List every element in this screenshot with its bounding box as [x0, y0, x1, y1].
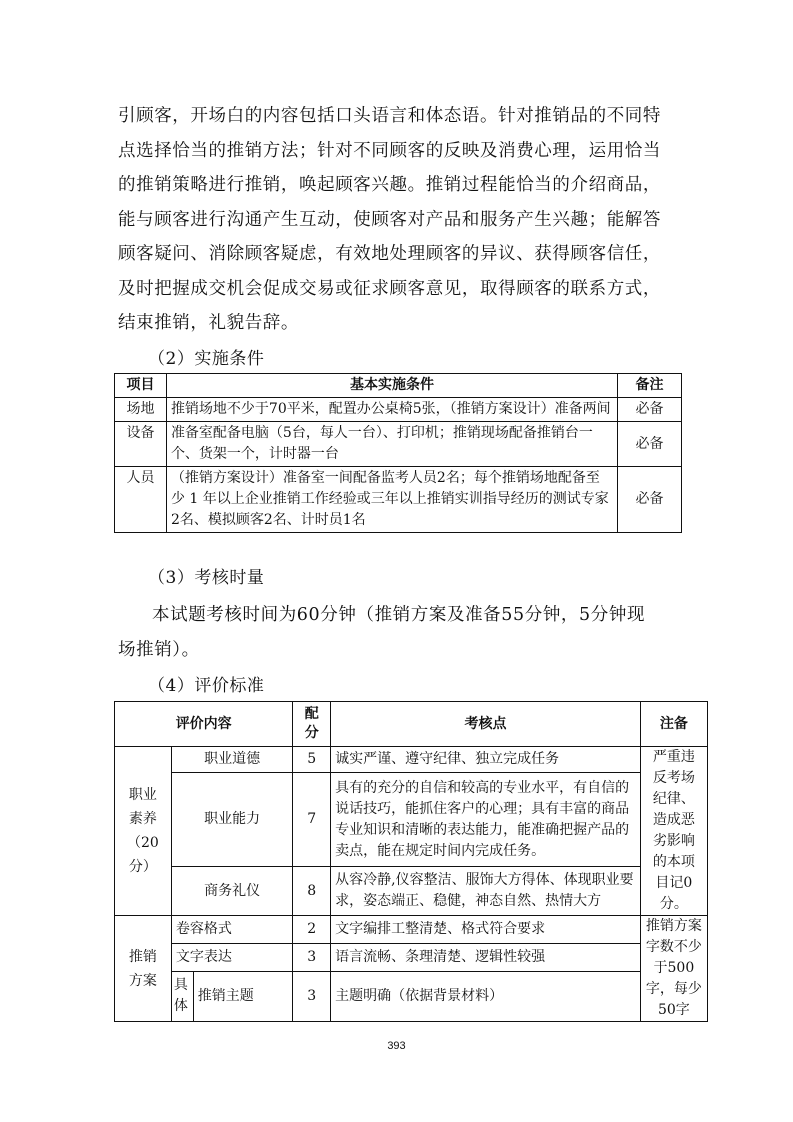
row-item: 设备: [115, 422, 167, 467]
table-row: [115, 916, 708, 944]
column-header: 考核点: [331, 702, 641, 747]
column-header: 项目: [115, 374, 167, 398]
table-header-row: [115, 374, 682, 398]
group-note: 推销方案字数不少于500字，每少50字: [640, 916, 707, 1022]
section-title-duration: （3）考核时量: [148, 568, 265, 588]
row-score: 2: [293, 916, 331, 944]
column-header: 基本实施条件: [166, 374, 617, 398]
page-number: 393: [387, 1040, 406, 1052]
table-row: [115, 773, 708, 867]
row-item: 场地: [115, 398, 167, 422]
row-score: 3: [293, 971, 331, 1021]
duration-line: 本试题考核时间为60分钟（推销方案及准备55分钟，5分钟现: [152, 605, 646, 625]
column-header: 评价内容: [115, 702, 293, 747]
intro-line: 的推销策略进行推销，唤起顾客兴趣。推销过程能恰当的介绍商品，: [118, 175, 661, 195]
group-label: 推销方案: [115, 916, 172, 1022]
group-note: 严重违反考场纪律、造成恶劣影响的本项目记0分。: [640, 747, 707, 916]
intro-line: 点选择恰当的推销方法；针对不同顾客的反映及消费心理，运用恰当: [118, 140, 661, 161]
row-name: 职业能力: [171, 773, 293, 867]
table-row: [115, 747, 708, 773]
row-name: 文字表达: [171, 943, 293, 971]
group-label: 职业素养（20分）: [115, 747, 172, 916]
intro-line: 能与顾客进行沟通产生互动，使顾客对产品和服务产生兴趣；能解答: [118, 209, 661, 230]
duration-line: 场推销）。: [118, 639, 200, 660]
intro-line: 结束推销，礼貌告辞。: [118, 313, 299, 333]
row-points: 从容冷静,仪容整洁、服饰大方得体、体现职业要求，姿态端正、稳健，神态自然、热情大方: [331, 867, 641, 916]
table-row: [115, 467, 682, 533]
table-row: [115, 398, 682, 422]
conditions-table: [114, 373, 682, 533]
intro-line: 及时把握成交机会促成交易或征求顾客意见，取得顾客的联系方式，: [118, 278, 661, 299]
row-score: 3: [293, 943, 331, 971]
row-item: 人员: [115, 467, 167, 533]
row-condition: 准备室配备电脑（5台，每人一台）、打印机；推销现场配备推销台一个、货架一个，计时器一台: [166, 422, 617, 467]
row-condition: （推销方案设计）准备室一间配备监考人员2名；每个推销场地配备至少 1 年以上企业推销工作经验或三年以上推销实训指导经历的测试专家2名、模拟顾客2名、计时员1名: [166, 467, 617, 533]
row-points: 语言流畅、条理清楚、逻辑性较强: [331, 943, 641, 971]
evaluation-table: [114, 701, 708, 1022]
row-score: 7: [293, 773, 331, 867]
intro-paragraph: [118, 99, 683, 341]
column-header: 备注: [618, 374, 682, 398]
section-title-evaluation: （4）评价标准: [148, 676, 265, 696]
row-score: 8: [293, 867, 331, 916]
row-name: 推销主题: [193, 971, 293, 1021]
row-points: 主题明确（依据背景材料）: [331, 971, 641, 1021]
row-points: 文字编排工整清楚、格式符合要求: [331, 916, 641, 944]
row-name: 卷容格式: [171, 916, 293, 944]
row-points: 诚实严谨、遵守纪律、独立完成任务: [331, 747, 641, 773]
row-name: 商务礼仪: [171, 867, 293, 916]
intro-line: 顾客疑问、消除顾客疑虑，有效地处理顾客的异议、获得顾客信任，: [118, 244, 661, 264]
table-row: [115, 867, 708, 916]
table-row: [115, 422, 682, 467]
column-header: 注备: [640, 702, 707, 747]
table-row: [115, 971, 708, 1021]
row-points: 具有的充分的自信和较高的专业水平，有自信的说话技巧，能抓住客户的心理；具有丰富的商品专业知识和清晰的表达能力，能准确把握产品的卖点，能在规定时间内完成任务。: [331, 773, 641, 867]
row-name: 职业道德: [171, 747, 293, 773]
row-note: 必备: [618, 398, 682, 422]
section-title-conditions: （2）实施条件: [148, 349, 265, 369]
row-note: 必备: [618, 422, 682, 467]
table-row: [115, 943, 708, 971]
row-sub-label: 具体: [171, 971, 193, 1021]
table-header-row: [115, 702, 708, 747]
row-score: 5: [293, 747, 331, 773]
duration-text: [118, 598, 683, 667]
intro-line: 引顾客，开场白的内容包括口头语言和体态语。针对推销品的不同特: [118, 106, 661, 126]
column-header: 配分: [293, 702, 331, 747]
row-note: 必备: [618, 467, 682, 533]
row-condition: 推销场地不少于70平米，配置办公桌椅5张，（推销方案设计）准备两间: [166, 398, 617, 422]
